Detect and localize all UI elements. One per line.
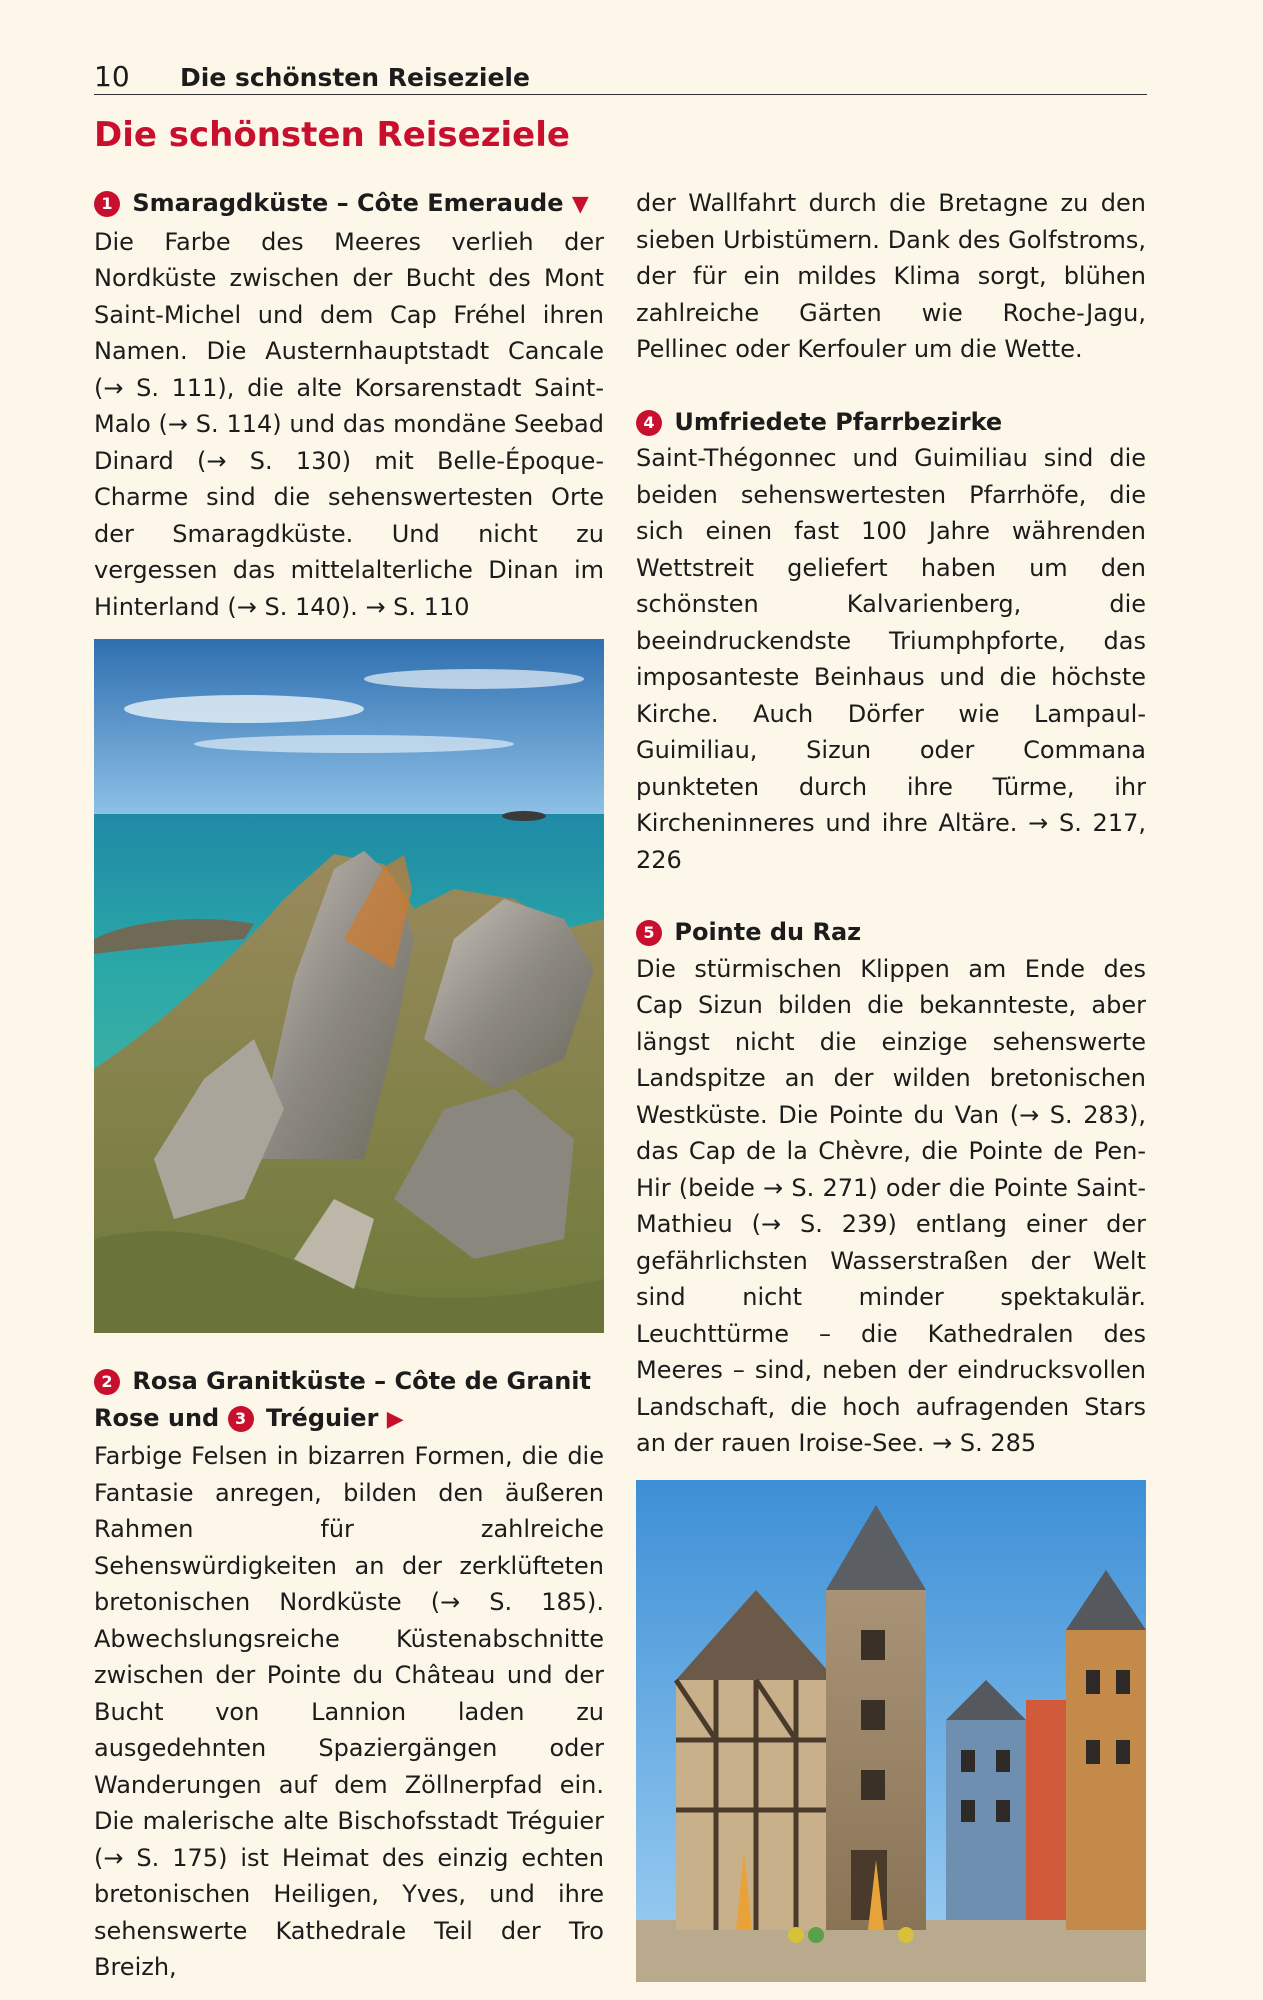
entry-3-title: Tréguier bbox=[265, 1403, 379, 1432]
entry-2-continuation: der Wallfahrt durch die Bretagne zu den sieben Urbistümern. Dank des Golfstroms, der für ein mildes Klima sorgt, blühen zahlreiche Gärten wie Roche-Jagu, Pellinec oder Kerfouler um die Wette. bbox=[636, 189, 1146, 363]
right-column bbox=[636, 185, 1146, 1982]
entry-2-title: Rosa Granitküste – Côte de Granit Rose und bbox=[94, 1367, 592, 1432]
section-title: Die schönsten Reiseziele bbox=[94, 115, 570, 155]
entry-5-title: Pointe du Raz bbox=[674, 918, 862, 946]
entry-number-badge: 5 bbox=[636, 920, 662, 946]
page-number: 10 bbox=[94, 60, 130, 93]
entry-number-badge: 3 bbox=[228, 1406, 254, 1432]
coast-rocks-photo bbox=[94, 639, 604, 1333]
entry-5-text: Die stürmischen Klippen am Ende des Cap Sizun bilden die bekannteste, aber längst nicht die einzige sehenswerte Landspitze an der wilden bretonischen Westküste. Die Pointe du Van (→ S. 283), das Cap de la Chèvre, die Pointe de Pen-Hir (beide → S. 271) oder die Pointe Saint-Mathieu (→ S. 239) entlang einer der gefährlichsten Wasserstraßen der Welt sind nicht minder spektakulär. Leuchttürme – die Kathedralen des Meeres – sind, neben der eindrucksvollen Landschaft, die hoch aufragenden Stars an der rauen Iroise-See. → S. 285 bbox=[636, 954, 1146, 1457]
entry-number-badge: 1 bbox=[94, 191, 120, 217]
triangle-down-icon: ▼ bbox=[571, 192, 589, 217]
entry-number-badge: 2 bbox=[94, 1369, 120, 1395]
left-column bbox=[94, 185, 604, 1986]
entry-number-badge: 4 bbox=[636, 410, 662, 436]
entry-1-title: Smaragdküste – Côte Emeraude bbox=[132, 189, 564, 217]
entry-1-text: Die Farbe des Meeres verlieh der Nordküste zwischen der Bucht des Mont Saint-Michel und dem Cap Fréhel ihren Namen. Die Austernhauptstadt Cancale (→ S. 111), die alte Korsarenstadt Saint-Malo (→ S. 114) und das mondäne Seebad Dinard (→ S. 130) mit Belle-Époque-Charme sind die sehenswertesten Orte der Smaragdküste. Und nicht zu vergessen das mittelalterliche Dinan im Hinterland (→ S. 140). → S. 110 bbox=[94, 227, 604, 621]
entry-2-heading bbox=[94, 1363, 604, 1438]
entry-5-heading bbox=[636, 914, 1146, 951]
entry-1-heading bbox=[94, 185, 604, 224]
running-head bbox=[94, 60, 1147, 95]
entry-4-heading bbox=[636, 404, 1146, 441]
entry-2-text: Farbige Felsen in bizarren Formen, die die Fantasie anregen, bilden den äußeren Rahmen für zahlreiche Sehenswürdigkeiten an der zerklüfteten bretonischen Nordküste (→ S. 185). Abwechslungsreiche Küstenabschnitte zwischen der Pointe du Château und der Bucht von Lannion laden zu ausgedehnten Spaziergängen oder Wanderungen auf dem Zöllnerpfad ein. Die malerische alte Bischofsstadt Tréguier (→ S. 175) ist Heimat des einzig echten bretonischen Heiligen, Yves, und ihre sehenswerte Kathedrale Teil der Tro Breizh, bbox=[94, 1442, 604, 1981]
treguier-town-photo bbox=[636, 1480, 1146, 1982]
entry-4-text: Saint-Thégonnec und Guimiliau sind die beiden sehenswertesten Pfarrhöfe, die sich einen fast 100 Jahre währenden Wettstreit geliefert haben um den schönsten Kalvarienberg, die beeindruckendste Triumphpforte, das imposanteste Beinhaus und die höchste Kirche. Auch Dörfer wie Lampaul-Guimiliau, Sizun oder Commana punkteten durch ihre Türme, ihr Kircheninneres und ihre Altäre. → S. 217, 226 bbox=[636, 444, 1146, 874]
entry-4-title: Umfriedete Pfarrbezirke bbox=[674, 407, 1003, 436]
triangle-right-icon: ▶ bbox=[386, 1406, 404, 1432]
running-title: Die schönsten Reiseziele bbox=[180, 63, 530, 92]
